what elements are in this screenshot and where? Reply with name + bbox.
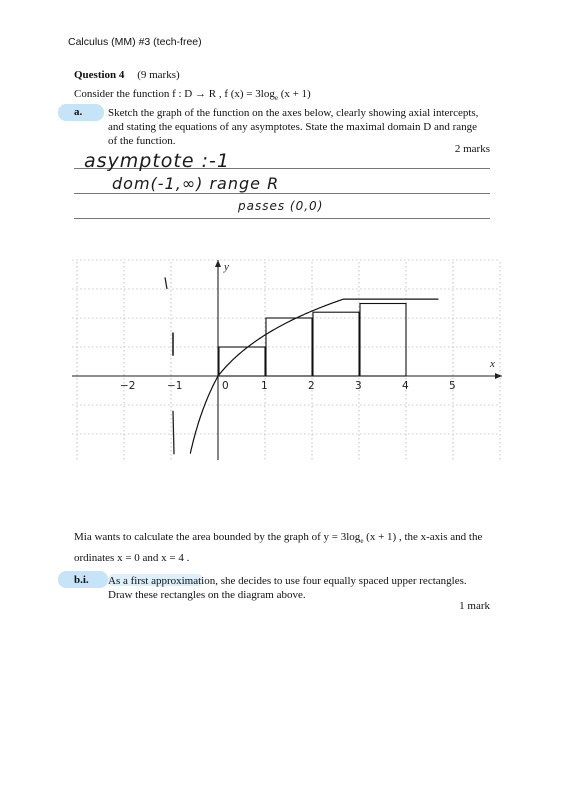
handwritten-domain-range: dom(-1,∞) range R bbox=[112, 174, 280, 193]
answer-line bbox=[74, 218, 490, 219]
x-tick-label: 4 bbox=[402, 380, 409, 392]
question-marks: (9 marks) bbox=[137, 69, 180, 81]
approximation-rectangle bbox=[313, 312, 359, 376]
question-number: Question 4 bbox=[74, 69, 125, 81]
question-title bbox=[74, 69, 180, 81]
part-a-instructions: Sketch the graph of the function on the axes below, clearly showing axial intercepts, and stating the equations of any asymptotes. State the maximal domain D and range of the function. bbox=[108, 107, 479, 147]
handwritten-asymptote: asymptote :-1 bbox=[84, 150, 230, 172]
x-axis-label: x bbox=[490, 358, 495, 370]
page-header: Calculus (MM) #3 (tech-free) bbox=[68, 36, 202, 48]
approximation-rectangle bbox=[360, 304, 406, 377]
mia-paragraph: Mia wants to calculate the area bounded by the graph of $y = 3\log_e$ (x + 1) , the x-axis and the ordinates x = 0 and x = 4 . bbox=[74, 531, 483, 565]
x-tick-label: −1 bbox=[167, 380, 183, 392]
part-bi-marks: 1 mark bbox=[459, 600, 490, 612]
asymptote-mark bbox=[165, 277, 167, 289]
asymptote-mark bbox=[173, 411, 174, 455]
x-tick-label: 3 bbox=[355, 380, 362, 392]
handwritten-intercept: passes (0,0) bbox=[238, 199, 324, 213]
y-axis-label: y bbox=[224, 261, 229, 273]
part-a-marks: 2 marks bbox=[454, 143, 490, 155]
part-bi-instructions: As a first approximation, she decides to use four equally spaced upper rectangles. Draw these rectangles on the diagram above. bbox=[108, 575, 467, 601]
part-bi-label: b.i. bbox=[74, 574, 89, 586]
x-tick-label: 5 bbox=[449, 380, 456, 392]
y-axis-arrow bbox=[215, 260, 221, 267]
x-tick-label: −2 bbox=[120, 380, 136, 392]
x-tick-label: 1 bbox=[261, 380, 268, 392]
x-tick-label: 0 bbox=[222, 380, 229, 392]
x-axis-arrow bbox=[495, 373, 502, 379]
function-definition: Consider the function f : D → R , f $(x) = 3\log_e$ (x + 1) bbox=[74, 88, 311, 103]
answer-line bbox=[74, 193, 490, 194]
x-tick-label: 2 bbox=[308, 380, 315, 392]
axes-graph bbox=[72, 258, 504, 464]
part-a-label: a. bbox=[74, 106, 83, 118]
